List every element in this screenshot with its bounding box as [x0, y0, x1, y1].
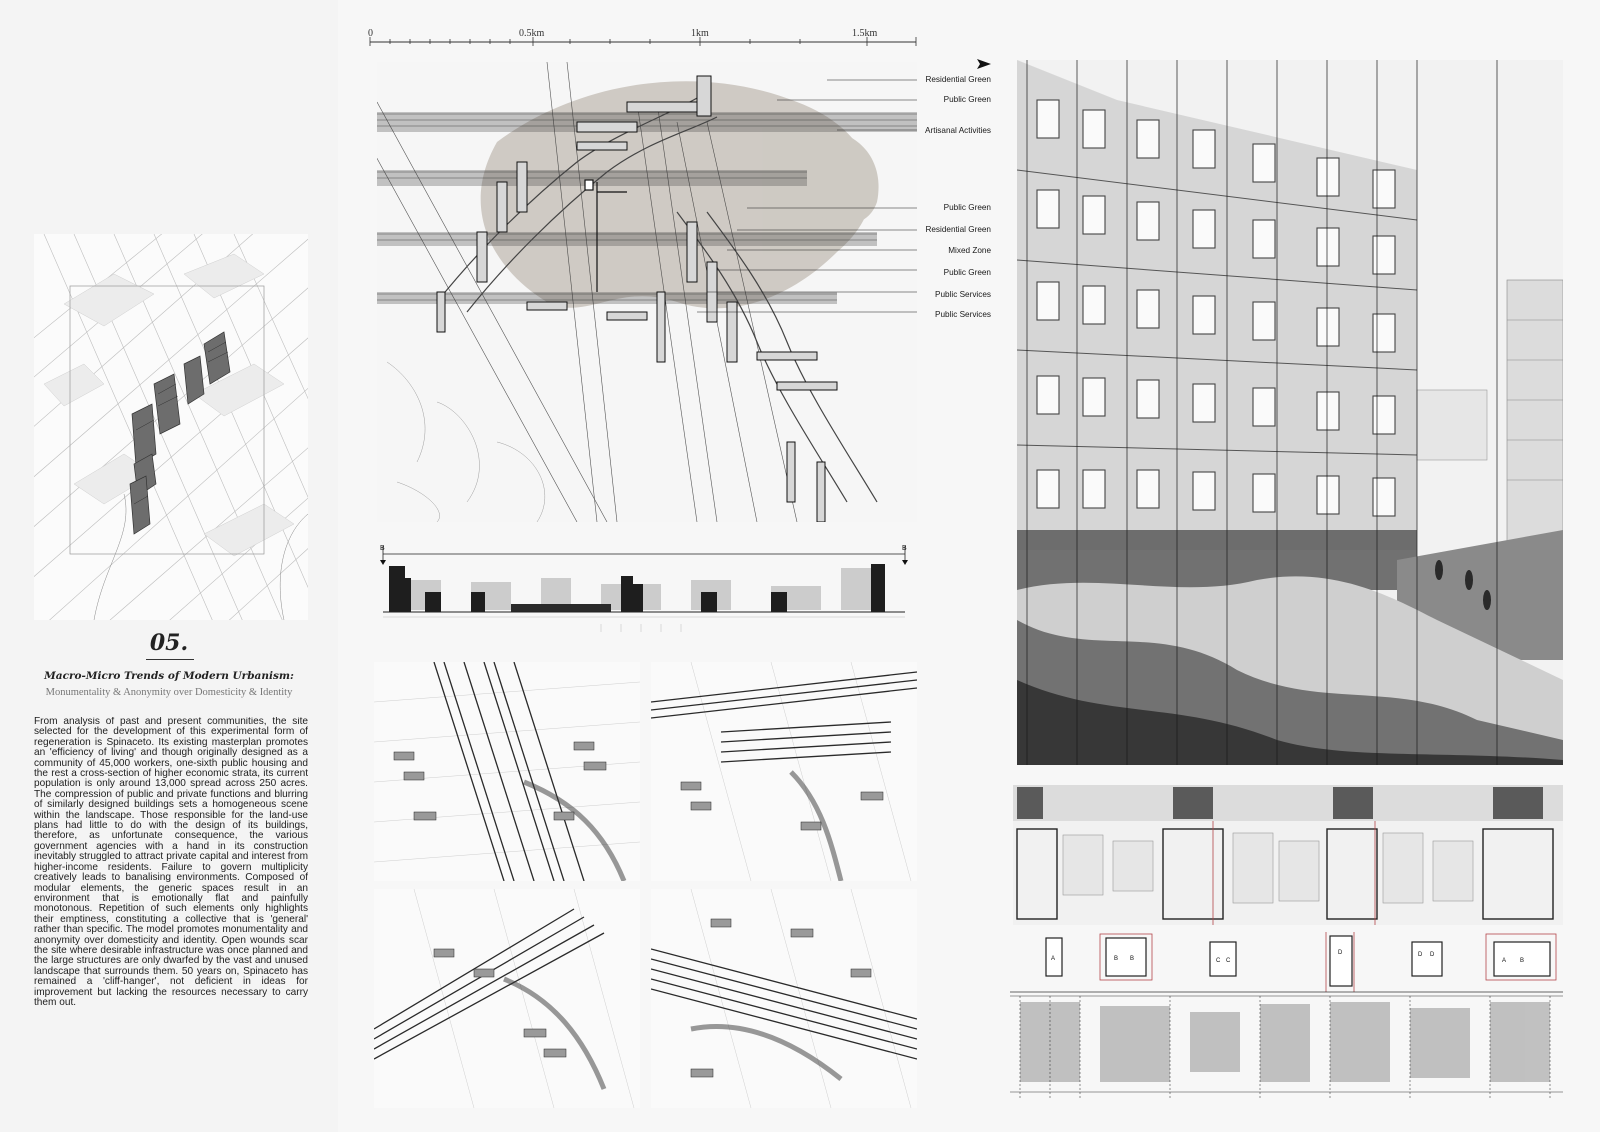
scale-bar — [370, 28, 916, 50]
scale-label-half-km: 0.5km — [519, 28, 545, 39]
axonometric-tile-3 — [374, 889, 640, 1108]
essay-text: From analysis of past and present communities, the site selected for the development of this experimental form of regeneration is Spinaceto. Its existing masterplan promotes an 'efficiency of living' and though originally designed as a community of 45,000 workers, one-sixth public housing and the rest a cross-section of higher economic strata, its current population is only around 13,000 spread across 250 acres. The compression of public and private functions and blurring of similarly designed buildings sets a homogeneous scene within the landscape. Those responsible for the land-use plans had little to do with the design of its buildings, therefore, as unfortunate consequence, the various government agencies with a hand in its construction inevitably struggled to attract private capital and interest from higher-income residents. Failure to govern multiplicity creatively leads to banalising environments. Composed of modular elements, the generic spaces result in an environment that is emotionally flat and painfully monotonous. Repetition of such elements only highlights their emptiness, constituting a collective that is 'general' rather than specific. The model promotes monumentality and anonymity over domesticity and identity. Open wounds scar the site where desirable infrastructure was once planned and the large structures are only dwarfed by the vast and unused landscape that surrounds them. 50 years on, Spinaceto has remained a 'cliff-hanger', not deficient in ideas for improvement but lacking the resources necessary to carry them out. — [34, 717, 308, 1008]
unit-tag: A — [1051, 956, 1056, 962]
unit-tag: C — [1216, 958, 1221, 964]
legend-public-green: Public Green — [943, 95, 991, 104]
scale-label-1km: 1km — [691, 28, 709, 39]
section-marker-left: B — [380, 545, 385, 552]
legend-public-services: Public Services — [935, 310, 991, 319]
legend-residential-green: Residential Green — [925, 75, 991, 84]
floor-plan-strip — [1013, 785, 1563, 925]
building-elevation-render — [1017, 60, 1563, 765]
site-section-drawing — [371, 542, 917, 646]
scale-label-1-5km: 1.5km — [852, 28, 878, 39]
axonometric-tile-4 — [651, 889, 917, 1108]
north-arrow-icon — [977, 56, 991, 74]
left-panel — [0, 0, 338, 1132]
legend-public-green: Public Green — [943, 268, 991, 277]
unit-tag: B — [1130, 956, 1135, 962]
unit-tag: B — [1114, 956, 1119, 962]
sheet-number: 05. — [149, 630, 189, 656]
number-underline — [146, 659, 194, 660]
sheet-title: Macro-Micro Trends of Modern Urbanism: — [44, 670, 294, 682]
unit-plan-strip — [1010, 932, 1563, 1102]
legend-artisanal-activities: Artisanal Activities — [925, 126, 991, 135]
unit-tag: D — [1430, 952, 1435, 958]
legend-public-services: Public Services — [935, 290, 991, 299]
axonometric-tile-2 — [651, 662, 917, 881]
axonometric-tile-1 — [374, 662, 640, 881]
legend-residential-green: Residential Green — [925, 225, 991, 234]
section-marker-right: B — [902, 545, 907, 552]
unit-tag: B — [1520, 958, 1525, 964]
unit-tag: D — [1338, 950, 1343, 956]
legend-mixed-zone: Mixed Zone — [948, 246, 991, 255]
legend-public-green: Public Green — [943, 203, 991, 212]
unit-tag: A — [1502, 958, 1507, 964]
axonometric-site-drawing — [34, 234, 308, 620]
unit-tag: C — [1226, 958, 1231, 964]
sheet-subtitle: Monumentality & Anonymity over Domesticity & Identity — [45, 687, 293, 698]
scale-label-0: 0 — [368, 28, 373, 39]
unit-tag: D — [1418, 952, 1423, 958]
site-plan-drawing — [377, 62, 917, 522]
